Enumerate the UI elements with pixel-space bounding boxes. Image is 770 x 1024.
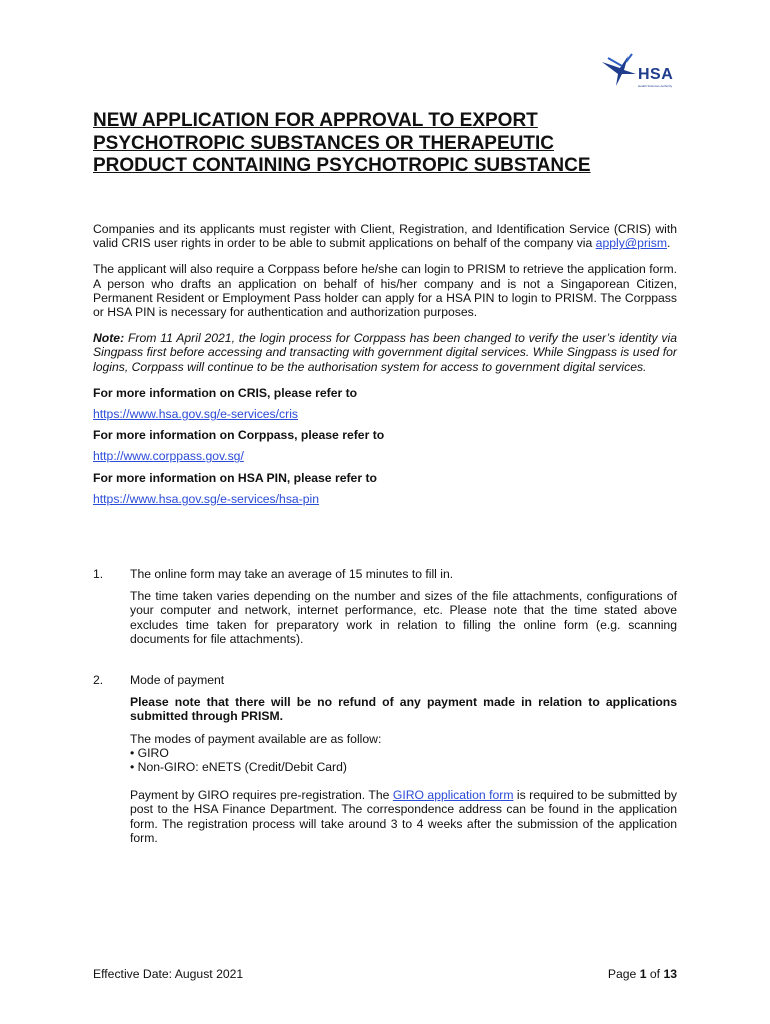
logo-subtext: Health Sciences Authority [638, 84, 673, 88]
item-number: 1. [93, 567, 104, 581]
payment-mode-item: • GIRO [130, 745, 169, 760]
page-footer [93, 967, 677, 981]
corppass-paragraph: The applicant will also require a Corppass before he/she can login to PRISM to retrieve the application form. A person who drafts an application on behalf of his/her company and is not a Singaporean Citizen, Permanent Resident or Employment Pass holder can apply for a HSA PIN to login to PRISM. The Corppass or HSA PIN is necessary for authentication and authorization purposes. [93, 262, 677, 320]
note-label: Note: [93, 331, 125, 346]
no-refund-note: Please note that there will be no refund of any payment made in relation to applications submitted through PRISM. [130, 695, 677, 724]
page-number: Page 1 of 13 [607, 967, 677, 981]
item-heading: Mode of payment [130, 673, 225, 687]
intro-section [93, 222, 677, 506]
effective-date: Effective Date: August 2021 [93, 967, 244, 981]
item-text: The time taken varies depending on the number and sizes of the file attachments, configurations of your computer and network, internet performance, etc. Please note that the time stated above excludes time taken for preparatory work in relation to filling the online form (e.g. scanning documents for file attachments). [130, 589, 677, 646]
note-paragraph: Note: From 11 April 2021, the login process for Corppass has been changed to verify the user’s identity via Singpass first before accessing and transacting with government digital services. While Singpass is used for logins, Corppass will continue to be the authorisation system for access to government digital services. [93, 331, 677, 374]
giro-paragraph: Payment by GIRO requires pre-registration. The GIRO application form is required to be submitted by post to the HSA Finance Department. The correspondence address can be found in the application form. The registration process will take around 3 to 4 weeks after the submission of the application form. [130, 788, 678, 845]
info-links [93, 386, 677, 506]
hsa-pin-link[interactable]: https://www.hsa.gov.sg/e-services/hsa-pin [93, 491, 320, 506]
title-line: PSYCHOTROPIC SUBSTANCES OR THERAPEUTIC [93, 132, 554, 154]
item-number: 2. [93, 673, 104, 687]
title-line: NEW APPLICATION FOR APPROVAL TO EXPORT [93, 110, 538, 131]
item-heading: The online form may take an average of 15 minutes to fill in. [130, 567, 454, 581]
cris-link[interactable]: https://www.hsa.gov.sg/e-services/cris [93, 407, 298, 422]
modes-intro: The modes of payment available are as follow: [130, 731, 382, 746]
page-title [93, 110, 693, 178]
corppass-link[interactable]: http://www.corppass.gov.sg/ [93, 449, 244, 464]
cris-paragraph: Companies and its applicants must register with Client, Registration, and Identification Service (CRIS) with valid CRIS user rights in order to be able to submit applications on behalf of the company via apply@prism. [93, 222, 677, 251]
logo-text: HSA [638, 66, 674, 83]
title-line: PRODUCT CONTAINING PSYCHOTROPIC SUBSTANCE [93, 155, 591, 176]
payment-mode-item: • Non-GIRO: eNETS (Credit/Debit Card) [130, 760, 347, 775]
corppass-info-label: For more information on Corppass, please refer to [93, 428, 385, 443]
hsa-logo [598, 52, 676, 92]
cris-info-label: For more information on CRIS, please refer to [93, 385, 358, 400]
giro-application-form-link[interactable]: GIRO application form [392, 788, 514, 803]
apply-prism-link[interactable]: apply@prism [595, 236, 667, 251]
hsa-pin-info-label: For more information on HSA PIN, please refer to [93, 470, 377, 485]
